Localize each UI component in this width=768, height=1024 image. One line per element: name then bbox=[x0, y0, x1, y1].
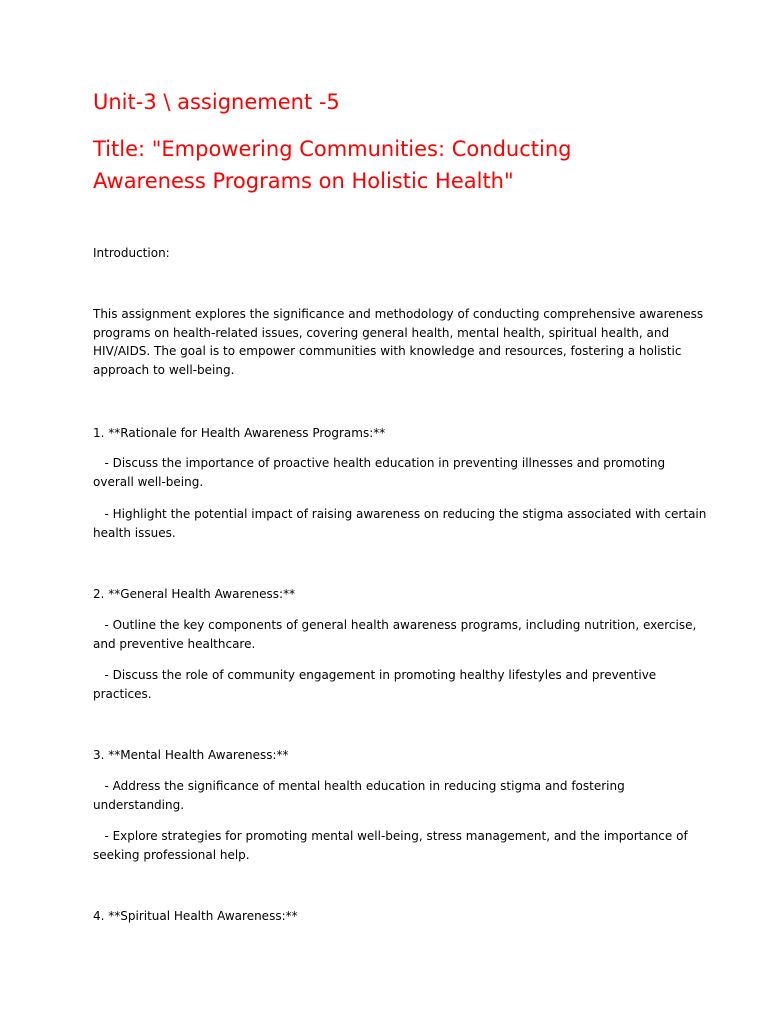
section-heading-mental-health: 3. **Mental Health Awareness:** bbox=[93, 748, 289, 762]
point-line: seeking professional help. bbox=[93, 847, 250, 862]
title-line: Title: "Empowering Communities: Conducting bbox=[93, 137, 572, 161]
point-line: - Outline the key components of general health awareness programs, including nutrition, exercise, bbox=[93, 618, 697, 632]
intro-line: HIV/AIDS. The goal is to empower communities with knowledge and resources, fostering a holistic bbox=[93, 344, 682, 358]
intro-line: This assignment explores the significance and methodology of conducting comprehensive awareness bbox=[93, 307, 704, 321]
point-line: and preventive healthcare. bbox=[93, 636, 256, 651]
point-line: - Discuss the role of community engagement in promoting healthy lifestyles and preventive bbox=[93, 668, 657, 682]
section-point bbox=[93, 454, 685, 491]
intro-line: approach to well-being. bbox=[93, 362, 235, 377]
section-point bbox=[93, 505, 707, 542]
point-line: - Address the significance of mental health education in reducing stigma and fostering bbox=[93, 779, 625, 793]
section-heading-spiritual-health: 4. **Spiritual Health Awareness:** bbox=[93, 909, 298, 923]
section-point bbox=[93, 616, 697, 653]
introduction-paragraph bbox=[93, 305, 704, 379]
document-title bbox=[93, 133, 571, 197]
point-line: health issues. bbox=[93, 525, 176, 540]
unit-heading: Unit-3 \ assignement -5 bbox=[93, 90, 340, 114]
point-line: - Discuss the importance of proactive health education in preventing illnesses and promoting bbox=[93, 456, 666, 470]
point-line: - Highlight the potential impact of raising awareness on reducing the stigma associated with certain bbox=[93, 507, 707, 521]
section-point bbox=[93, 777, 685, 814]
point-line: practices. bbox=[93, 686, 152, 701]
section-point bbox=[93, 666, 685, 703]
section-heading-general-health: 2. **General Health Awareness:** bbox=[93, 587, 296, 601]
intro-line: programs on health-related issues, covering general health, mental health, spiritual health, and bbox=[93, 325, 670, 340]
title-line: Awareness Programs on Holistic Health" bbox=[93, 169, 514, 193]
introduction-label: Introduction: bbox=[93, 246, 170, 260]
point-line: understanding. bbox=[93, 797, 185, 812]
section-heading-rationale: 1. **Rationale for Health Awareness Programs:** bbox=[93, 426, 386, 440]
section-point bbox=[93, 827, 688, 864]
point-line: overall well-being. bbox=[93, 474, 204, 489]
point-line: - Explore strategies for promoting mental well-being, stress management, and the importance of bbox=[93, 829, 688, 843]
